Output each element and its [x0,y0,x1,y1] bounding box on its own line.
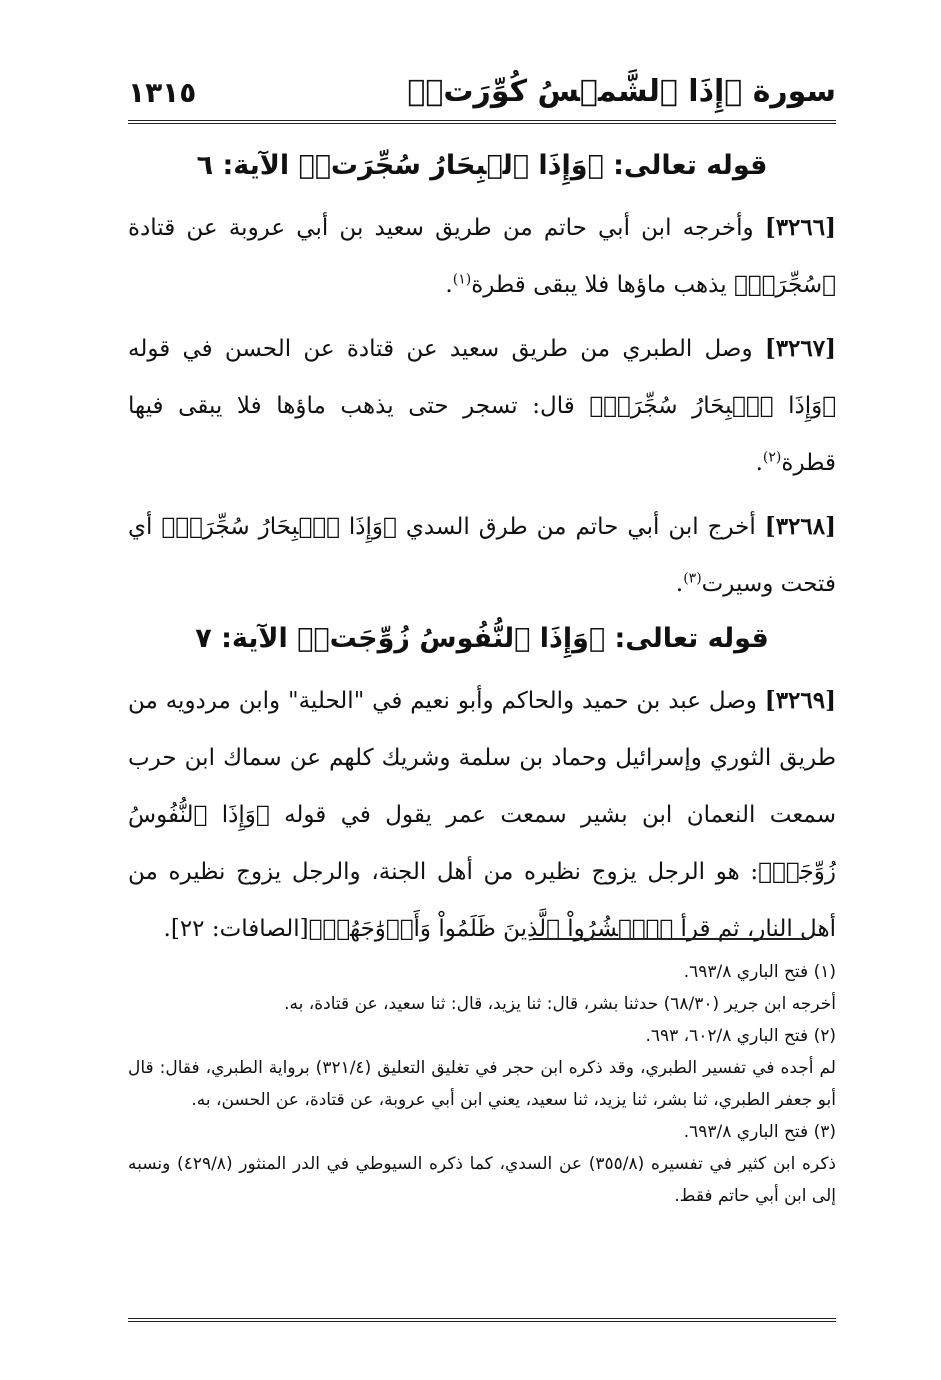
hadith-number: [٣٢٦٦] [764,214,837,241]
page-header [128,70,836,124]
footnote-source: (٢) فتح الباري ٦٠٢/٨، ٦٩٣. [645,1026,836,1046]
hadith-number: [٣٢٦٩] [764,687,836,714]
hadith-paragraph [128,199,836,314]
footnote-note: لم أجده في تفسير الطبري، وقد ذكره ابن حجر في تغليق التعليق (٣٢١/٤) برواية الطبري، فقال: قال أبو جعفر الطبري، ثنا بشر، ثنا يزيد، ثنا سعيد، يعني ابن أبي عروبة، عن قتادة، عن الحسن، به. [128,1058,836,1110]
hadith-number: [٣٢٦٧] [764,335,837,362]
paragraph-end: . [163,916,171,942]
paragraph-end: . [755,450,763,476]
footnote-source: (٣) فتح الباري ٦٩٣/٨. [683,1122,836,1142]
hadith-number: [٣٢٦٨] [764,513,836,540]
hadith-text: وصل عبد بن حميد والحاكم وأبو نعيم في "الحلية" وابن مردويه من طريق الثوري وإسرائيل وحماد بن سلمة وشريك كلهم عن سماك ابن حرب سمعت النعمان ابن بشير سمعت عمر يقول في قوله ﴿وَإِذَا ٱلنُّفُوسُ زُوِّجَتۡ﴾: هو الرجل يزوج نظيره من أهل الجنة، والرجل يزوج نظيره من أهل النار، ثم قرأ ﴿ٱحۡشُرُواْ ٱلَّذِينَ ظَلَمُواْ وَأَزۡوَٰجَهُمۡ﴾[الصافات: ٢٢] [128,688,836,942]
footnote-source: (١) فتح الباري ٦٩٣/٨. [683,962,836,982]
footnote-ref[interactable]: (٢) [762,449,782,466]
hadith-text: وصل الطبري من طريق سعيد عن قتادة عن الحسن في قوله ﴿وَإِذَا ٱلۡبِحَارُ سُجِّرَتۡ﴾ قال: تسجر حتى يذهب ماؤها فلا يبقى فيها قطرة [128,336,836,476]
surah-title: سورة ﴿إِذَا ٱلشَّمۡسُ كُوِّرَتۡ﴾ [407,74,836,109]
verse-heading: قوله تعالى: ﴿وَإِذَا ٱلنُّفُوسُ زُوِّجَتۡ﴾ الآية: ٧ [195,623,769,654]
footnote-note: أخرجه ابن جرير (٦٨/٣٠) حدثنا بشر، قال: ثنا يزيد، قال: ثنا سعيد، عن قتادة، به. [284,994,836,1014]
footnote-note: ذكره ابن كثير في تفسيره (٣٥٥/٨) عن السدي، كما ذكره السيوطي في الدر المنثور (٤٢٩/٨) ونسبه إلى ابن أبي حاتم فقط. [128,1154,836,1206]
paragraph-end: . [445,272,453,298]
hadith-paragraph [128,498,836,613]
paragraph-end: . [675,571,684,597]
bottom-rule [128,1318,836,1322]
footnote-separator [533,938,809,940]
page-number: ١٣١٥ [128,76,197,109]
footnotes [128,956,836,1212]
hadith-paragraph [128,320,836,492]
hadith-text: وأخرجه ابن أبي حاتم من طريق سعيد بن أبي عروبة عن قتادة ﴿سُجِّرَتۡ﴾ يذهب ماؤها فلا يبقى قطرة [128,215,836,298]
footnote-ref[interactable]: (٣) [683,570,702,587]
verse-heading: قوله تعالى: ﴿وَإِذَا ٱلۡبِحَارُ سُجِّرَتۡ﴾ الآية: ٦ [196,150,768,181]
main-text [128,140,836,964]
hadith-text: أخرج ابن أبي حاتم من طرق السدي ﴿وَإِذَا ٱلۡبِحَارُ سُجِّرَتۡ﴾ أي فتحت وسيرت [128,514,836,597]
hadith-paragraph [128,672,836,958]
footnote-ref[interactable]: (١) [452,271,472,288]
